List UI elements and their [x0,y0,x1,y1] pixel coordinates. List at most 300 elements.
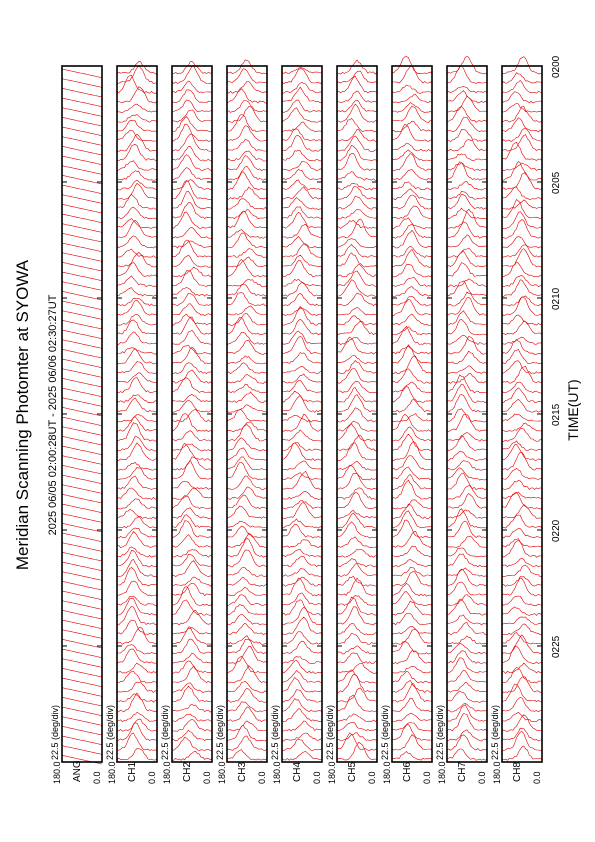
trace-line [337,624,377,635]
trace-line [447,461,487,471]
trace-line [117,596,157,606]
trace-line [337,646,377,654]
trace-line [227,340,267,354]
trace-line [337,239,377,248]
trace-line [227,725,267,741]
trace-line [62,214,102,223]
trace-line [172,577,212,586]
trace-line [117,395,157,403]
trace-line [62,359,102,368]
trace-line [392,297,432,307]
trace-line [227,462,267,479]
trace-line [337,633,377,644]
trace-line [392,684,432,702]
trace-line [227,605,267,616]
trace-line [447,279,487,287]
trace-line [337,186,377,199]
trace-line [392,456,432,470]
trace-line [117,423,157,442]
trace-line [282,569,322,577]
trace-line [282,593,322,605]
trace-line [62,697,102,706]
trace-line [447,644,487,655]
trace-line [447,735,487,750]
channel-label: ANG [72,760,83,782]
trace-line [172,683,212,693]
trace-line [502,73,542,84]
trace-line [502,565,542,576]
trace-line [172,587,212,606]
trace-line [172,287,212,296]
trace-line [337,316,377,326]
trace-line [337,338,377,345]
trace-line [337,473,377,489]
panel-ch7 [435,57,487,785]
trace-line [447,86,487,93]
trace-line [117,183,157,199]
trace-line [117,249,157,258]
trace-line [502,423,542,432]
trace-line [227,639,267,654]
trace-line [447,298,487,316]
trace-line [172,639,212,654]
trace-line [337,722,377,731]
trace-line [282,657,322,664]
trace-line [392,725,432,741]
trace-line [62,649,102,658]
trace-line [282,501,322,510]
trace-line [62,610,102,619]
trace-line [447,436,487,451]
trace-line [62,668,102,677]
trace-line [502,337,542,344]
trace-line [227,567,267,576]
trace-line [447,191,487,199]
trace-line [117,115,157,123]
trace-line [227,100,267,112]
trace-line [172,240,212,257]
trace-line [117,607,157,625]
trace-line [62,688,102,697]
trace-line [172,124,212,141]
panel-ch8 [490,57,542,784]
channel-label: CH3 [237,761,248,782]
trace-line [172,719,212,731]
trace-line [117,436,157,451]
trace-line [62,69,102,78]
trace-line [117,131,157,142]
trace-line [172,227,212,238]
trace-line [502,480,542,489]
trace-line [227,448,267,460]
trace-line [172,255,212,267]
trace-line [227,363,267,374]
trace-line [502,452,542,470]
trace-line [337,537,377,548]
trace-line [447,658,487,673]
trace-line [337,688,377,702]
trace-line [447,599,487,615]
trace-line [282,473,322,480]
trace-line [337,136,377,151]
trace-line [447,248,487,257]
trace-line [502,684,542,702]
trace-line [392,94,432,102]
trace-line [447,235,487,247]
trace-line [62,243,102,252]
trace-line [502,414,542,422]
trace-line [282,122,322,132]
trace-line [392,327,432,335]
trace-line [117,415,157,422]
trace-line [117,510,157,519]
trace-line [337,443,377,461]
trace-line [337,337,377,354]
trace-line [447,451,487,460]
trace-line [337,465,377,480]
trace-line [227,210,267,219]
trace-line [172,414,212,432]
trace-line [337,564,377,577]
trace-line [227,69,267,83]
trace-line [447,281,487,296]
trace-line [172,610,212,625]
trace-line [392,124,432,141]
trace-line [337,130,377,142]
trace-line [447,96,487,112]
trace-line [282,308,322,316]
trace-line [392,567,432,576]
trace-line [447,106,487,122]
trace-line [392,154,432,171]
trace-line [337,493,377,509]
trace-line [117,219,157,229]
trace-line [282,82,322,93]
trace-line [282,198,322,210]
trace-line [227,614,267,625]
trace-line [282,136,322,152]
trace-line [282,260,322,277]
trace-line [392,474,432,489]
panel-ch2 [160,61,212,784]
trace-line [172,146,212,161]
trace-line [227,259,267,277]
trace-line [447,384,487,403]
trace-line [337,549,377,557]
trace-line [117,476,157,490]
trace-line [117,682,157,693]
trace-line [337,424,377,442]
trace-line [227,736,267,751]
trace-line [447,366,487,374]
scale-label: 22.5 (deg/div) [105,704,115,760]
trace-line [502,529,542,539]
trace-line [282,169,322,180]
trace-line [392,560,432,567]
panel-ch1 [105,62,157,784]
trace-line [62,552,102,561]
scale-label: 22.5 (deg/div) [270,704,280,760]
trace-line [62,195,102,204]
trace-line [337,219,377,238]
trace-line [392,85,432,93]
trace-line [392,511,432,528]
trace-line [172,704,212,712]
trace-line [62,736,102,745]
x-tick-labels [551,55,562,658]
trace-line [62,659,102,668]
scale-label: 22.5 (deg/div) [215,704,225,760]
trace-line [337,663,377,673]
trace-line [282,150,322,161]
trace-line [392,399,432,412]
y-max-label: 180.0 [382,761,392,784]
trace-line [172,508,212,519]
trace-line [62,272,102,281]
trace-line [502,624,542,635]
panel-ch3 [215,60,267,784]
trace-line [392,601,432,615]
scale-label: 22.5 (deg/div) [325,704,335,760]
trace-line [282,67,322,73]
trace-line [62,494,102,503]
trace-line [172,443,212,460]
trace-line [62,572,102,581]
trace-line [447,91,487,103]
trace-line [502,142,542,161]
trace-line [117,627,157,644]
trace-line [62,330,102,339]
trace-line [337,695,377,712]
channel-label: CH5 [347,761,358,782]
trace-line [502,340,542,355]
trace-line [172,168,212,180]
trace-line [227,410,267,422]
trace-line [282,443,322,461]
trace-line [392,651,432,664]
trace-line [227,374,267,383]
trace-line [392,666,432,673]
trace-line [172,488,212,499]
trace-line [117,120,157,132]
y-min-label: 0.0 [92,771,102,784]
trace-line [392,520,432,538]
trace-line [117,220,157,237]
trace-line [392,150,432,161]
trace-line [392,230,432,248]
trace-line [392,629,432,644]
trace-line [447,705,487,722]
trace-line [117,559,157,576]
trace-line [282,471,322,489]
trace-line [502,715,542,732]
trace-line [392,326,432,344]
trace-line [502,515,542,528]
trace-line [392,143,432,151]
trace-line [447,336,487,354]
y-min-label: 0.0 [477,771,487,784]
trace-line [62,156,102,165]
trace-line [117,398,157,412]
trace-line [337,271,377,287]
y-min-label: 0.0 [202,771,212,784]
trace-line [282,617,322,635]
trace-line [172,267,212,277]
trace-line [502,297,542,316]
trace-line [337,733,377,751]
trace-line [447,66,487,84]
trace-line [227,356,267,364]
trace-line [172,444,212,451]
trace-line [502,249,542,267]
trace-line [62,581,102,590]
y-max-label: 180.0 [327,761,337,784]
trace-line [337,91,377,103]
trace-line [117,180,157,190]
trace-line [502,276,542,287]
trace-line [282,396,322,413]
trace-line [337,307,377,315]
trace-line [62,253,102,262]
trace-line [502,746,542,760]
trace-line [227,156,267,171]
trace-line [172,521,212,538]
trace-line [172,395,212,402]
trace-line [117,298,157,306]
trace-line [62,224,102,233]
trace-line [337,513,377,528]
trace-line [172,535,212,548]
trace-line [282,415,322,422]
scale-label: 22.5 (deg/div) [160,704,170,760]
trace-line [227,577,267,586]
time-range-subtitle: 2025 06/05 02:00:28UT - 2025 06/06 02:30:27UT [47,294,59,536]
trace-line [227,317,267,335]
trace-line [282,87,322,103]
trace-line [282,414,322,431]
trace-line [62,117,102,126]
trace-line [117,620,157,635]
trace-line [62,79,102,88]
trace-line [502,103,542,112]
trace-line [62,185,102,194]
y-min-label: 0.0 [532,771,542,784]
trace-line [62,533,102,542]
trace-line [502,677,542,693]
trace-line [62,678,102,687]
trace-line [62,369,102,378]
trace-line [172,370,212,384]
trace-line [117,236,157,248]
trace-line [227,106,267,122]
trace-line [172,401,212,413]
trace-line [172,345,212,354]
trace-line [172,627,212,644]
trace-line [502,698,542,712]
trace-line [227,249,267,258]
channel-label: CH2 [182,761,193,782]
trace-line [392,264,432,277]
panel-frame [62,66,102,762]
trace-line [392,277,432,286]
trace-line [337,209,377,219]
trace-line [117,499,157,509]
channel-label: CH1 [127,761,138,782]
scale-label: 22.5 (deg/div) [50,704,60,760]
trace-line [62,417,102,426]
trace-line [502,106,542,122]
trace-line [227,623,267,635]
trace-line [62,717,102,726]
trace-line [502,607,542,616]
trace-line [62,456,102,465]
trace-line [502,388,542,403]
trace-line [282,443,322,451]
y-max-label: 180.0 [437,761,447,784]
trace-line [172,661,212,673]
panel-frame [337,66,377,762]
trace-line [227,405,267,413]
trace-line [502,646,542,664]
trace-line [172,202,212,218]
trace-line [62,591,102,600]
trace-line [392,170,432,180]
trace-line [172,347,212,364]
panel-frame [172,66,212,762]
trace-line [337,576,377,586]
trace-line [502,540,542,557]
trace-line [172,686,212,702]
x-tick-label: 0225 [551,635,562,658]
trace-line [282,721,322,731]
trace-line [392,121,432,132]
trace-line [117,723,157,741]
trace-line [447,395,487,412]
trace-line [392,249,432,267]
trace-line [172,653,212,664]
trace-line [282,336,322,354]
trace-line [282,519,322,528]
trace-line [62,291,102,300]
trace-line [282,108,322,123]
trace-line [227,285,267,297]
trace-line [62,465,102,474]
trace-line [117,161,157,171]
trace-line [282,366,322,373]
trace-line [392,500,432,509]
trace-line [227,114,267,131]
trace-line [392,713,432,721]
x-axis-label: TIME(UT) [565,379,581,441]
trace-line [62,601,102,610]
trace-line [117,134,157,151]
trace-line [282,461,322,470]
x-tick-label: 0205 [551,171,562,194]
trace-line [62,620,102,629]
trace-line [392,592,432,606]
trace-line [62,98,102,107]
trace-line [337,421,377,431]
trace-line [502,559,542,567]
trace-line [447,494,487,509]
trace-line [337,280,377,297]
trace-line [392,698,432,711]
trace-line [227,332,267,344]
trace-line [282,353,322,364]
trace-line [337,435,377,451]
trace-line [62,320,102,329]
trace-line [117,528,157,538]
